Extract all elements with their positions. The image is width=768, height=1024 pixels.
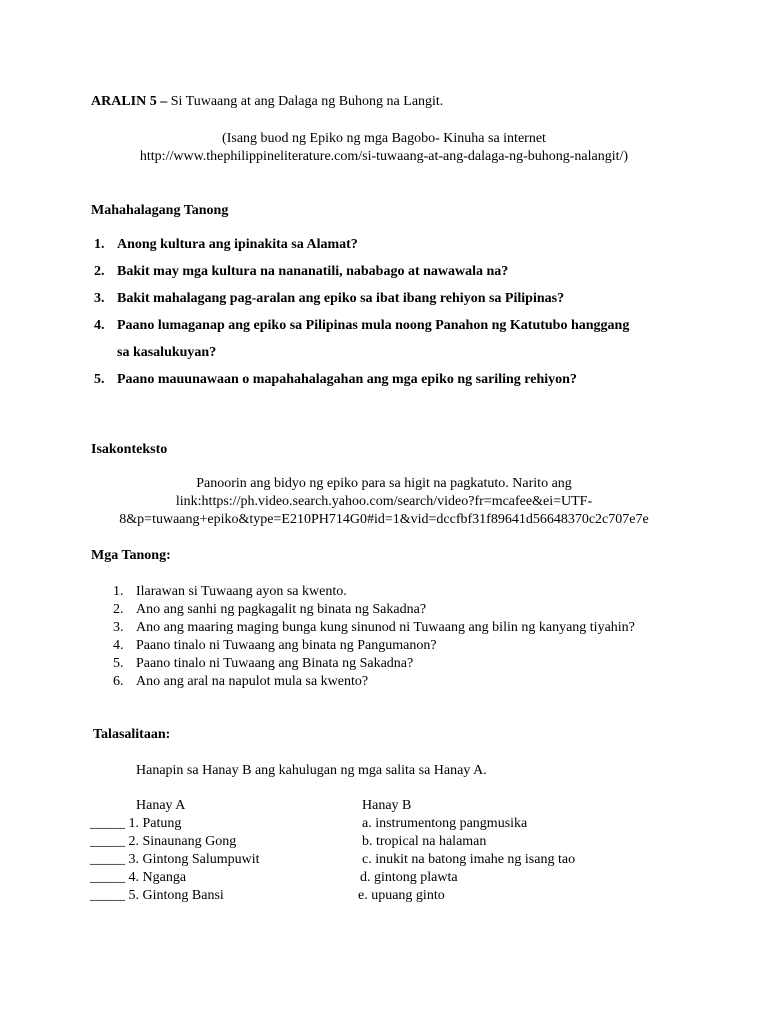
document-page: ARALIN 5 – Si Tuwaang at ang Dalaga ng Buhong na Langit. (Isang buod ng Epiko ng mga Bagobo- Kinuha sa internet http://www.thephilippineliterature.com/si-tuwaang-at-ang-dalaga-ng-buhong-nalangit/) Mahahalagang Tanong 1. Anong kultura ang ipinakita sa Alamat? 2. Bakit may mga kultura na nananatili, nababago at nawawala na? 3. Bakit mahalagang pag-aralan ang epiko sa ibat ibang rehiyon sa Pilipinas? 4. Paano lumaganap ang epiko sa Pilipinas mula noong Panahon ng Katutubo hanggang sa kasalukuyan? 5. Paano mauunawaan o mapahahalagahan ang mga epiko ng sariling rehiyon? Isakonteksto Panoorin ang bidyo ng epiko para sa higit na pagkatuto. Narito ang link:https://ph.video.search.yahoo.com/search/video?fr=mcafee&ei=UTF- 8&p=tuwaang+epiko&type=E210PH714G0#id=1&vid=dccfbf31f89641d56648370c2c707e7e Mga Tanong: 1. Ilarawan si Tuwaang ayon sa kwento. 2. Ano ang sanhi ng pagkagalit ng binata ng Sakadna? 3. Ano ang maaring maging bunga kung sinunod ni Tuwaang ang bilin ng kanyang tiyahin? 4. Paano tinalo ni Tuwaang ang binata ng Pangumanon? 5. Paano tinalo ni Tuwaang ang Binata ng Sakadna? 6. Ano ang aral na napulot mula sa kwento? Talasalitaan: Hanapin sa Hanay B ang kahulugan ng mga salita sa Hanay A. Hanay A Hanay B _____ 1. Patung a. instrumentong pangmusika _____ 2. Sinaunang Gong b. tropical na halaman _____ 3. Gintong Salumpuwit c. inukit na batong imahe ng isang tao _____ 4. Nganga d. gintong plawta _____ 5. Gintong Bansi e. upuang ginto	[0, 0, 768, 1024]
lesson-title-line	[91, 93, 443, 111]
essential-questions-heading: Mahahalagang Tanong	[91, 203, 229, 218]
column-b-header: Hanay B	[362, 798, 412, 813]
vocabulary-instruction: Hanapin sa Hanay B ang kahulugan ng mga salita sa Hanay A.	[136, 763, 487, 778]
context-heading: Isakonteksto	[91, 442, 168, 457]
lesson-label: ARALIN 5 –	[91, 94, 168, 109]
questions-heading: Mga Tanong:	[91, 548, 171, 563]
lesson-title: Si Tuwaang at ang Dalaga ng Buhong na Langit.	[170, 94, 444, 109]
context-link-line-3: 8&p=tuwaang+epiko&type=E210PH714G0#id=1&vid=dccfbf31f89641d56648370c2c707e7e	[119, 512, 649, 527]
context-line-2: link:https://ph.video.search.yahoo.com/search/video?fr=mcafee&ei=UTF-	[175, 494, 593, 509]
context-line-1: Panoorin ang bidyo ng epiko para sa higit na pagkatuto. Narito ang	[196, 476, 572, 491]
source-line-2: http://www.thephilippineliterature.com/si-tuwaang-at-ang-dalaga-ng-buhong-nalangit/)	[139, 149, 629, 164]
source-line-1: (Isang buod ng Epiko ng mga Bagobo- Kinuha sa internet	[222, 131, 546, 146]
column-a-header: Hanay A	[136, 798, 186, 813]
vocabulary-heading: Talasalitaan:	[93, 727, 171, 742]
